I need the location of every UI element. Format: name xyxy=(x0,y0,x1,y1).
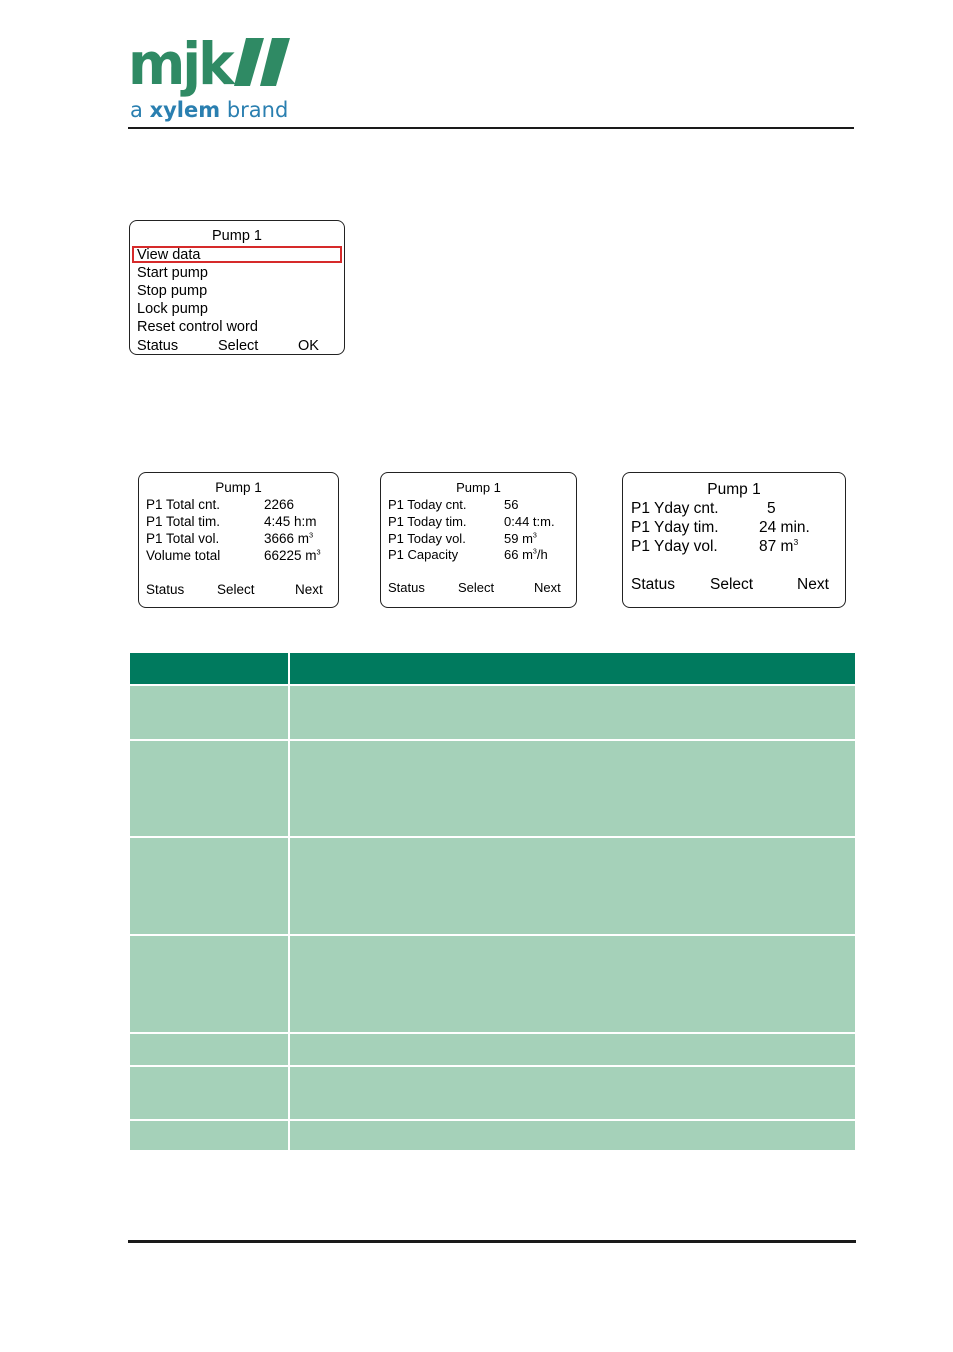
logo-mark xyxy=(128,30,298,100)
logo-wordmark: mjk xyxy=(128,30,232,98)
menu-item-lock-pump[interactable]: Lock pump xyxy=(137,301,208,317)
row-value: 0:44 t:m. xyxy=(504,514,555,529)
row-label: P1 Today cnt. xyxy=(388,497,467,512)
menu-item-view-data[interactable]: View data xyxy=(137,247,201,263)
softkey-ok[interactable]: OK xyxy=(298,338,319,354)
row-value: 87 $m^3$ xyxy=(759,536,799,555)
row-label: P1 Today tim. xyxy=(388,514,467,529)
menu-item-reset-control-word[interactable]: Reset control word xyxy=(137,319,258,335)
softkey-select[interactable]: Select xyxy=(458,580,495,595)
lcd-title: Pump 1 xyxy=(212,228,262,244)
row-value: 56 xyxy=(504,497,519,512)
logo-slashes-icon xyxy=(234,38,298,86)
info-table xyxy=(130,653,855,1152)
row-label: P1 Capacity xyxy=(388,547,459,562)
table-header-cell xyxy=(130,653,289,685)
table-header-row xyxy=(130,653,855,685)
menu-item-stop-pump[interactable]: Stop pump xyxy=(137,283,208,299)
row-value: 66 $m^3/h$ xyxy=(504,547,548,562)
logo-tagline-pre: a xyxy=(130,98,143,122)
table-row xyxy=(130,1120,855,1151)
footer-rule xyxy=(128,1240,856,1243)
row-value: 66225 $m^3$ xyxy=(264,547,321,563)
lcd-title: Pump 1 xyxy=(456,480,501,495)
logo-tagline-brand: xylem xyxy=(149,98,221,122)
softkey-status[interactable]: Status xyxy=(146,582,185,597)
row-label: P1 Yday cnt. xyxy=(631,500,719,517)
softkey-status[interactable]: Status xyxy=(388,580,425,595)
brand-logo xyxy=(128,30,298,126)
table-cell xyxy=(130,740,289,837)
table-cell xyxy=(289,1033,855,1066)
table-row xyxy=(130,740,855,837)
row-value: 2266 xyxy=(264,497,295,512)
row-label: P1 Yday tim. xyxy=(631,519,719,536)
lcd-title: Pump 1 xyxy=(215,480,262,495)
row-value: 59 $m^3$ xyxy=(504,531,537,546)
table-row xyxy=(130,837,855,935)
softkey-select[interactable]: Select xyxy=(217,582,255,597)
row-label: P1 Yday vol. xyxy=(631,538,718,555)
softkey-next[interactable]: Next xyxy=(295,582,323,597)
table-cell xyxy=(289,935,855,1033)
lcd-today-screen xyxy=(380,472,577,608)
table-cell xyxy=(289,740,855,837)
row-value: 3666 $m^3$ xyxy=(264,530,314,546)
lcd-title: Pump 1 xyxy=(707,481,761,498)
table-cell xyxy=(130,837,289,935)
table-cell xyxy=(289,685,855,740)
table-row xyxy=(130,1033,855,1066)
header-rule xyxy=(128,127,854,129)
table-cell xyxy=(130,1033,289,1066)
table-row xyxy=(130,1066,855,1120)
softkey-status[interactable]: Status xyxy=(631,576,675,593)
table-cell xyxy=(130,685,289,740)
table-cell xyxy=(289,1120,855,1151)
row-label: Volume total xyxy=(146,548,221,563)
table-row xyxy=(130,685,855,740)
table-cell xyxy=(130,1066,289,1120)
row-value: 4:45 h:m xyxy=(264,514,317,529)
menu-item-start-pump[interactable]: Start pump xyxy=(137,265,208,281)
softkey-select[interactable]: Select xyxy=(218,338,259,354)
table-cell xyxy=(130,935,289,1033)
lcd-yday-screen xyxy=(622,472,846,608)
row-label: P1 Total cnt. xyxy=(146,497,221,512)
softkey-select[interactable]: Select xyxy=(710,576,754,593)
lcd-menu-screen xyxy=(129,220,345,355)
table-cell xyxy=(130,1120,289,1151)
table-row xyxy=(130,935,855,1033)
softkey-next[interactable]: Next xyxy=(534,580,561,595)
table-cell xyxy=(289,1066,855,1120)
row-label: P1 Total tim. xyxy=(146,514,221,529)
table-cell xyxy=(289,837,855,935)
row-value: 5 xyxy=(767,500,776,517)
softkey-status[interactable]: Status xyxy=(137,338,179,354)
table-header-cell xyxy=(289,653,855,685)
logo-tagline-post: brand xyxy=(226,98,289,122)
row-value: 24 min. xyxy=(759,519,810,536)
row-label: P1 Today vol. xyxy=(388,531,466,546)
row-label: P1 Total vol. xyxy=(146,531,220,546)
logo-tagline xyxy=(130,98,288,122)
lcd-total-screen xyxy=(138,472,339,608)
softkey-next[interactable]: Next xyxy=(797,576,829,593)
